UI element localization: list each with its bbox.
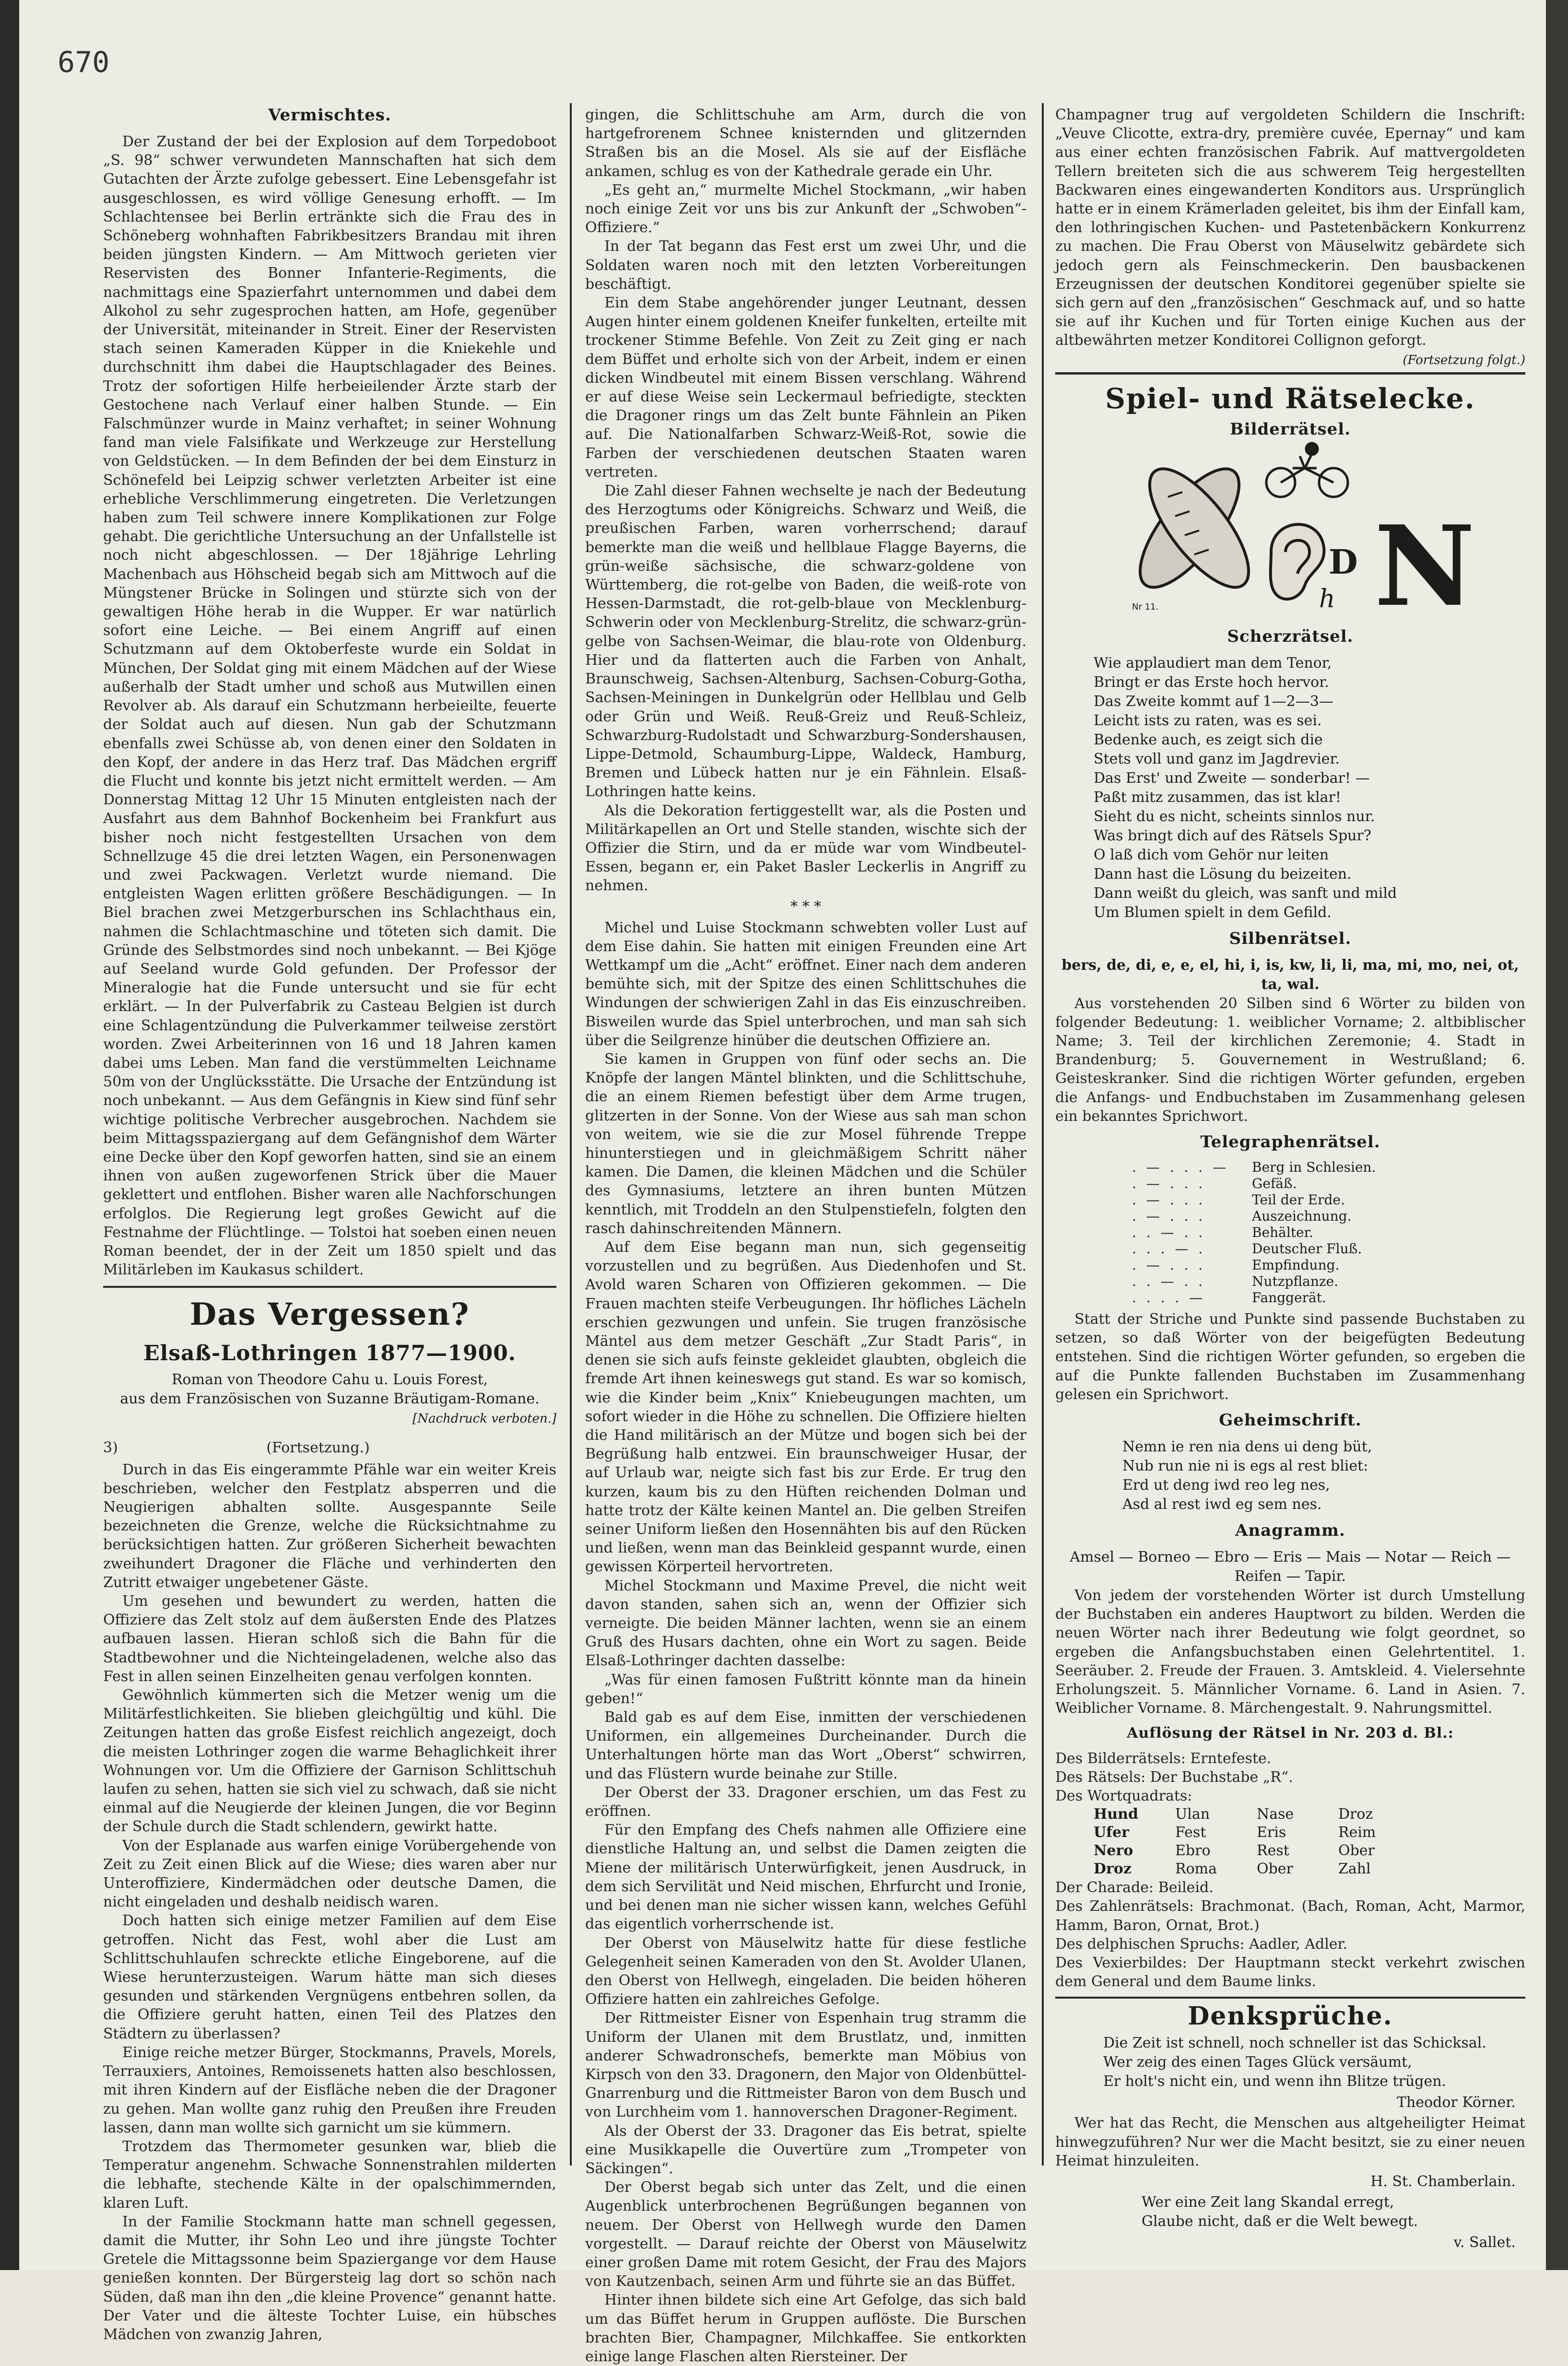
- word-square-cell: Ufer: [1094, 1824, 1129, 1841]
- column-1: [103, 106, 556, 2344]
- novel-paragraph: In der Tat begann das Fest erst um zwei Uhr, und die Soldaten waren noch mit den letzten Vorbereitungen beschäftigt.: [585, 238, 1026, 293]
- novel-paragraph: Durch in das Eis eingerammte Pfähle war ein weiter Kreis beschrieben, welcher den Festplatz absperren und die Neugierigen abhalten sollte. Ausgespannte Seile bezeichneten die Grenze, welche die Rücksichtnahme zu berücksichtigen hatten. Zur größeren Sicherheit bewachten zweihundert Dragoner die Fläche und verhinderten den Zutritt etwaiger ungebetener Gäste.: [103, 1461, 556, 1591]
- solution-line: Des Bilderrätsels: Erntefeste.: [1055, 1750, 1272, 1767]
- joke-riddle-heading: Scherzrätsel.: [1227, 626, 1354, 646]
- puzzle-letter-h: h: [1319, 584, 1335, 613]
- novel-paragraph: Die Zahl dieser Fahnen wechselte je nach der Bedeutung des Herzogtums oder Königreichs. Schwarz und Weiß, die preußischen Farben, waren vorherrschend; darauf bemerkte man die weiß und hellblaue Flagge Bayerns, die grün-weiße sächsische, die schwarz-goldene von Württemberg, die rot-gelbe von Baden, die weiß-rote von Hessen-Darmstadt, die rot-gelb-blaue von Mecklenburg-Schwerin oder von Mecklenburg-Strelitz, die schwarz-grün-gelbe von Sachsen-Weimar, die blau-rote von Oldenburg. Hier und da flatterten auch die Farben von Anhalt, Braunschweig, Sachsen-Altenburg, Sachsen-Coburg-Gotha, Sachsen-Meiningen in Dunkelgrün oder Hellblau und Gelb oder Grün und Weiß. Reuß-Greiz und Reuß-Schleiz, Schwarzburg-Rudolstadt und Schwarzburg-Sondershausen, Lippe-Detmold, Schaumburg-Lippe, Waldeck, Hamburg, Bremen und Lübeck hatten nur je ein Fähnlein. Elsaß-Lothringen hatte keins.: [585, 483, 1026, 800]
- novel-paragraph: Gewöhnlich kümmerten sich die Metzer wenig um die Militärfestlichkeiten. Sie blieben gleichgültig und kühl. Die Zeitungen hatten das große Eisfest reichlich angezeigt, doch die meisten Lothringer zogen die warme Behaglichkeit ihrer Wohnungen vor. Um die Offiziere der Garnison Schlittschuh laufen zu sehen, hatten sie sich viel zu schwach, daß sie nicht einmal auf die Neugierde der kleinen Jungen, die vor Beginn der Schule durch die Stadt schlendern, gewirkt hatte.: [103, 1687, 556, 1836]
- verse-line: Das Zweite kommt auf 1—2—3—: [1094, 693, 1333, 710]
- telegraph-hint: Gefäß.: [1252, 1176, 1297, 1192]
- verse-line: Sieht du es nicht, scheints sinnlos nur.: [1094, 808, 1375, 825]
- word-square-cell: Ebro: [1175, 1842, 1211, 1860]
- syllable-riddle-text: Aus vorstehenden 20 Silben sind 6 Wörter zu bilden von folgender Bedeutung: 1. weiblicher Vorname; 2. altbiblischer Name; 3. Teil der kirchlichen Zeremonie; 4. Stadt in Brandenburg; 5. Gouvernement in Westrußland; 6. Geisteskranker. Sind die richtigen Wörter gefunden, ergeben die Anfangs- und Endbuchstaben im Zusammenhang gelesen ein bekanntes Sprichwort.: [1055, 995, 1525, 1125]
- ear-icon: [1271, 524, 1324, 599]
- word-square-cell: Rest: [1257, 1842, 1289, 1860]
- telegraph-row: [1132, 1176, 1525, 1192]
- telegraph-row: [1132, 1192, 1525, 1208]
- telegraph-code: . — . . .: [1132, 1257, 1206, 1273]
- novel-title: Das Vergessen?: [189, 1296, 470, 1333]
- section-heading-vermischtes: Vermischtes.: [268, 106, 391, 125]
- anagram-text: Von jedem der vorstehenden Wörter ist durch Umstellung der Buchstaben ein anderes Hauptwort zu bilden. Werden die neuen Wörter nach ihrer Bedeutung wie folgt geordnet, so ergeben die Anfangsbuchstaben einen Gelehrtentitel. 1. Seeräuber. 2. Freude der Frauen. 3. Amtskleid. 4. Vielersehnte Erholungszeit. 5. Männlicher Vorname. 6. Land in Asien. 7. Weiblicher Vorname. 8. Märchengestalt. 9. Nahrungsmittel.: [1055, 1587, 1525, 1717]
- telegraph-code: . . . — .: [1132, 1241, 1206, 1257]
- telegraph-hint: Empfindung.: [1252, 1257, 1340, 1273]
- telegraph-row: [1132, 1290, 1525, 1306]
- telegraph-code: . — . . .: [1132, 1192, 1206, 1208]
- novel-paragraph: Für den Empfang des Chefs nahmen alle Offiziere eine dienstliche Haltung an, und selbst die Damen zeigten die Miene der militärisch Unterwürfigkeit, jenen Ausdruck, in dem sich Servilität und Neid mischen, Ehrfurcht und Ironie, und bei denen man nie sicher wissen kann, welches Gefühl das eigentlich vorherrschende ist.: [585, 1822, 1026, 1933]
- verse-line: O laß dich vom Gehör nur leiten: [1094, 846, 1329, 863]
- column-2: [585, 106, 1026, 2366]
- translator-byline: aus dem Französischen von Suzanne Bräutigam-Romane.: [120, 1390, 540, 1408]
- word-square-cell: Hund: [1094, 1806, 1138, 1823]
- word-square-cell: Droz: [1338, 1806, 1373, 1823]
- telegraph-hint: Berg in Schlesien.: [1252, 1159, 1376, 1176]
- telegraph-hint: Teil der Erde.: [1252, 1192, 1345, 1208]
- syllable-riddle-heading: Silbenrätsel.: [1229, 929, 1352, 948]
- novel-paragraph: Bald gab es auf dem Eise, inmitten der verschiedenen Uniformen, ein allgemeines Durcheinander. Durch die Unterhaltungen hörte man das Wort „Oberst“ schwirren, und das Flüstern wurde beinahe zur Stille.: [585, 1709, 1026, 1782]
- telegraph-code: . — . . .: [1132, 1176, 1206, 1192]
- aphorism-author: Theodor Körner.: [1397, 2094, 1516, 2111]
- telegraph-code: . — . . .: [1132, 1208, 1206, 1224]
- telegraph-riddle-list: [1055, 1159, 1525, 1306]
- verse-line: Bedenke auch, es zeigt sich die: [1094, 731, 1323, 748]
- novel-paragraph: „Was für einen famosen Fußtritt könnte man da hinein geben!“: [585, 1671, 1026, 1707]
- aphorism-author: H. St. Chamberlain.: [1370, 2173, 1516, 2190]
- continuation-label: (Fortsetzung.): [266, 1439, 370, 1457]
- novel-paragraph: In der Familie Stockmann hatte man schnell gegessen, damit die Mutter, ihr Sohn Leo und ihre jüngste Tochter Gretele die Mittagssonne beim Spaziergange vor dem Hause genießen konnten. Der Bürgersteig lag dort so schön nach Süden, daß man ihn den „die kleine Provence“ genannt hatte. Der Vater und die älteste Tochter Luise, ein hübsches Mädchen von zwanzig Jahren,: [103, 2213, 556, 2343]
- word-square-cell: Ober: [1338, 1842, 1375, 1860]
- novel-paragraph: Der Oberst der 33. Dragoner erschien, um das Fest zu eröffnen.: [585, 1784, 1026, 1820]
- novel-paragraph: Michel Stockmann und Maxime Prevel, die nicht weit davon standen, sahen sich an, wenn der Offizier sich verneigte. Die beiden Männer lachten, wenn sie an einem Gruß des Husars dachten, ohne ein Wort zu sagen. Beide Elsaß-Lothringer dachten dasselbe:: [585, 1577, 1026, 1670]
- novel-paragraph: Champagner trug auf vergoldeten Schildern die Inschrift: „Veuve Clicotte, extra-dry, première cuvée, Epernay“ und kam aus einer echten französischen Fabrik. Auf mattvergoldeten Tellern breiteten sich die aus schwerem Teig hergestellten Backwaren eines eingewanderten Konditors aus. Ursprünglich hatte er in einem Krämerladen geleitet, bis ihm der Einfall kam, den lothringischen Kuchen- und Pastetenbäckern Konkurrenz zu machen. Die Frau Oberst von Mäuselwitz gebärdete sich jedoch gern als Feinschmeckerin. Den bausbackenen Erzeugnissen der deutschen Konditorei gegenüber spielte sie sich gern auf den „französischen“ Geschmack auf, und so hatte sie auf ihr Kuchen und für Torten einige Kuchen aus der altbewährten metzer Konditorei Collignon geforgt.: [1055, 106, 1525, 349]
- scan-edge-right: [1546, 0, 1568, 2270]
- novel-paragraph: Ein dem Stabe angehörender junger Leutnant, dessen Augen hinter einem goldenen Kneifer funkelten, erteilte mit trockener Stimme Befehle. Von Zeit zu Zeit ging er nach dem Büffet und erholte sich von der Arbeit, indem er einen dicken Windbeutel mit einem Bissen verschlang. Während er auf diese Weise sein Leckermaul befriedigte, steckten die Dragoner rings um das Zelt bunte Fähnlein an Piken auf. Die Nationalfarben Schwarz-Weiß-Rot, sowie die Farben der verschiedenen deutschen Staaten waren vertreten.: [585, 294, 1026, 481]
- picture-puzzle-drawing: [1127, 447, 1475, 631]
- verse-line: Glaube nicht, daß er die Welt bewegt.: [1142, 2213, 1418, 2230]
- puzzle-letter-n: N: [1374, 501, 1475, 631]
- novel-paragraph: Sie kamen in Gruppen von fünf oder sechs an. Die Knöpfe der langen Mäntel blinkten, und die Schlittschuhe, die an einem Riemen befestigt über dem Arme trugen, glitzerten in der Sonne. Von der Wiese aus sah man schon von weitem, wie sie die zur Mosel führende Treppe hinunterstiegen und in gleichmäßigem Schritt näher kamen. Die Damen, die kleinen Mädchen und die Schüler des Gymnasiums, letztere an ihren bunten Mützen kenntlich, mit Troddeln an den Stulpenstiefeln, folgten den rasch dahinschreitenden Männern.: [585, 1050, 1026, 1237]
- novel-paragraph: „Es geht an,“ murmelte Michel Stockmann, „wir haben noch einige Zeit vor uns bis zur Ankunft der „Schwoben“-Offiziere.“: [585, 181, 1026, 236]
- anagram-words: Amsel — Borneo — Ebro — Eris — Mais — Notar — Reich — Reifen — Tapir.: [1070, 1549, 1511, 1585]
- telegraph-code: . . — . .: [1132, 1224, 1206, 1241]
- telegraph-riddle-text: Statt der Striche und Punkte sind passende Buchstaben zu setzen, so daß Wörter von der beigefügten Bedeutung entstehen. Sind die richtigen Wörter gefunden, so ergeben die auf die Punkte fallenden Buchstaben im Zusammenhang gelesen ein Sprichwort.: [1055, 1311, 1525, 1403]
- telegraph-code: . — . . . —: [1132, 1159, 1229, 1176]
- novel-paragraph: Auf dem Eise begann man nun, sich gegenseitig vorzustellen und zu begrüßen. Aus Diedenhofen und St. Avold waren Scharen von Offizieren gekommen. — Die Frauen machten steife Verbeugungen. Ihr höfliches Lächeln erschien gezwungen und unfein. Sie trugen französische Mäntel aus dem metzer Geschäft „Zur Stadt Paris“, in denen sie sich aufs feinste gekleidet glaubten, obgleich die fremde Art ihnen keineswegs gut stand. Es war so komisch, wie die Kinder beim „Knix“ Kniebeugungen machten, um sofort wieder in die Höhe zu schnellen. Die Offiziere hielten die Hand militärisch an der Mütze und bogen sich bei der Begrüßung halb entzwei. Ein braunschweiger Husar, der auf Urlaub war, neigte sich fast bis zur Erde. Er trug den kurzen, kaum bis zu den Hüften reichenden Dolman und hatte trotz der Kälte keinen Mantel an. Die gelben Streifen seiner Uniform ließen den Hosennähten bis auf den Rücken und ließen, wenn man das Beinkleid gespannt wurde, einen gewissen Körperteil hervortreten.: [585, 1238, 1026, 1576]
- verse-line: Asd al rest iwd eg sem nes.: [1122, 1496, 1322, 1513]
- aphorisms-heading: Denksprüche.: [1188, 2001, 1393, 2031]
- verse-line: Erd ut deng iwd reo leg nes,: [1122, 1477, 1330, 1494]
- column-3: [1055, 106, 1525, 2254]
- word-square-cell: Eris: [1257, 1824, 1286, 1841]
- novel-paragraph: Als die Dekoration fertiggestellt war, als die Posten und Militärkapellen an Ort und Stelle standen, wischte sich der Offizier die Stirn, und da er müde war vom Windbeutel-Essen, begann er, ein Paket Basler Leckerlis in Angriff zu nehmen.: [585, 802, 1026, 895]
- solutions-list: [1055, 1749, 1525, 1991]
- verse-line: Paßt mitz zusammen, das ist klar!: [1094, 789, 1341, 806]
- secret-writing-heading: Geheimschrift.: [1219, 1411, 1362, 1430]
- anagram-heading: Anagramm.: [1235, 1521, 1345, 1541]
- aphorism-1: [1055, 2034, 1525, 2111]
- verse-line: Wer eine Zeit lang Skandal erregt,: [1142, 2193, 1394, 2211]
- word-square-cell: Fest: [1175, 1824, 1206, 1841]
- word-square-cell: Nase: [1257, 1806, 1294, 1823]
- verse-line: Dann weißt du gleich, was sanft und mild: [1094, 884, 1397, 902]
- novel-paragraph: Der Oberst von Mäuselwitz hatte für diese festliche Gelegenheit seinen Kameraden von den St. Avolder Ulanen, den Oberst von Hellwegh, eingeladen. Die beiden höheren Offiziere hatten ein zahlreiches Gefolge.: [585, 1934, 1026, 2008]
- joke-riddle-verse: [1055, 654, 1525, 922]
- verse-line: Nemn ie ren nia dens ui deng büt,: [1122, 1438, 1372, 1456]
- picture-puzzle-image: [1127, 447, 1475, 631]
- word-square-cell: Droz: [1094, 1860, 1132, 1878]
- verse-line: Wie applaudiert man dem Tenor,: [1094, 654, 1332, 671]
- novel-paragraph: Als der Oberst der 33. Dragoner das Eis betrat, spielte eine Musikkapelle die Ouvertüre zum „Trompeter von Säckingen“.: [585, 2122, 1026, 2177]
- telegraph-hint: Fanggerät.: [1252, 1290, 1326, 1306]
- crossed-loaves-icon: [1123, 454, 1265, 602]
- to-be-continued: (Fortsetzung folgt.): [1403, 353, 1525, 367]
- novel-paragraph: Der Rittmeister Eisner von Espenhain trug stramm die Uniform der Ulanen mit dem Brustlatz, und, inmitten anderer Schwadronschefs, bemerkte man Möbius von Kirpsch von den 33. Dragonern, den Major von Oldenbüttel-Gnarrenburg und die Rittmeister Baron von dem Busch und von Lurchheim vom 1. hannoverschen Dragoner-Regiment.: [585, 2010, 1026, 2121]
- telegraph-code: . . — . .: [1132, 1273, 1206, 1290]
- telegraph-row: [1132, 1273, 1525, 1290]
- telegraph-row: [1132, 1257, 1525, 1273]
- telegraph-row: [1132, 1208, 1525, 1224]
- solution-line: Des delphischen Spruchs: Aadler, Adler.: [1055, 1935, 1348, 1953]
- novel-byline: Roman von Theodore Cahu u. Louis Forest,: [171, 1371, 488, 1389]
- novel-paragraph: Doch hatten sich einige metzer Familien auf dem Eise getroffen. Nicht das Fest, wohl aber die Lust am Schlittschuhlaufen schreckte etliche Eingeborene, auf die Wiese herunterzusteigen. Warum hätte man sich dieses gesunden und stärkenden Vergnügens entbehren sollen, da die Offiziere geruht hatten, einen Teil des Platzes den Städtern zu überlassen?: [103, 1912, 556, 2042]
- telegraph-row: [1132, 1224, 1525, 1241]
- telegraph-hint: Auszeichnung.: [1252, 1208, 1352, 1224]
- word-square: [1094, 1805, 1525, 1878]
- puzzle-corner-title: Spiel- und Rätselecke.: [1105, 382, 1475, 415]
- scan-edge-left: [0, 0, 19, 2270]
- novel-paragraph: Von der Esplanade aus warfen einige Vorübergehende von Zeit zu Zeit einen Blick auf die Wiese; dies waren aber nur Unteroffiziere, Kindermädchen oder deutsche Damen, die nicht eingeladen und deshalb neidisch waren.: [103, 1837, 556, 1911]
- telegraph-row: [1132, 1241, 1525, 1257]
- solutions-heading: Auflösung der Rätsel in Nr. 203 d. Bl.:: [1127, 1724, 1454, 1742]
- telegraph-hint: Behälter.: [1252, 1224, 1313, 1241]
- novel-paragraph: Der Oberst begab sich unter das Zelt, und die einen Augenblick unterbrochenen Begrüßungen begannen von neuem. Der Oberst von Hellwegh wurde den Damen vorgestellt. — Darauf reichte der Oberst von Mäuselwitz einer großen Dame mit rotem Gesicht, der Frau des Majors von Kautzenbach, seinen Arm und führte sie an das Büffet.: [585, 2179, 1026, 2290]
- word-square-cell: Roma: [1175, 1860, 1217, 1878]
- verse-line: Nub run nie ni is egs al rest bliet:: [1122, 1458, 1368, 1475]
- word-square-cell: Ober: [1257, 1860, 1293, 1878]
- column-rule-1: [570, 103, 572, 2166]
- verse-line: Das Erst' und Zweite — sonderbar! —: [1094, 769, 1370, 787]
- article-text: Der Zustand der bei der Explosion auf dem Torpedoboot „S. 98“ schwer verwundeten Mannschaften hat sich dem Gutachten der Ärzte zufolge gebessert. Eine Lebensgefahr ist ausgeschlossen, es wird völlige Genesung erhofft. — Im Schlachtensee bei Berlin ertränkte sich die Frau des in Schöneberg wohnhaften Fabrikbesitzers Brandau mit ihren beiden jüngsten Kindern. — Am Mittwoch gerieten vier Reservisten des Bonner Infanterie-Regiments, die nachmittags eine Spazierfahrt unternommen und dabei dem Alkohol zu sehr zugesprochen hatten, am Hofe, gegenüber der Universität, miteinander in Streit. Einer der Reservisten stach seinen Kameraden Küpper in die Kniekehle und durchschnitt ihm dabei die Hauptschlagader des Beines. Trotz der sofortigen Hilfe herbeieilender Ärzte starb der Gestochene nach Verlauf einer halben Stunde. — Ein Falschmünzer wurde in Mainz verhaftet; in seiner Wohnung fand man viele Falsifikate und Werkzeuge zur Herstellung von Geldstücken. — In dem Befinden der bei dem Einsturz in Schönefeld bei Leipzig schwer verletzten Arbeiter ist eine erhebliche Verschlimmerung eingetreten. Die Verletzungen haben zum Teil schwere innere Komplikationen zur Folge gehabt. Die gerichtliche Untersuchung an der Unfallstelle ist noch nicht abgeschlossen. — Der 18jährige Lehrling Machenbach aus Höhscheid begab sich am Mittwoch auf die Müngstener Brücke in Solingen und stürzte sich von der gewaltigen Höhe herab in die Wupper. Er war natürlich sofort eine Leiche. — Bei einem Angriff auf einen Schutzmann auf dem Oktoberfeste wurde ein Soldat in München, Der Soldat ging mit einem Mädchen auf der Wiese außerhalb der Stadt umher und schoß aus Mutwillen einen Revolver ab. Als darauf ein Schutzmann herbeieilte, feuerte der Soldat auch auf diesen. Nun gab der Schutzmann ebenfalls zwei Schüsse ab, von denen einer den Soldaten in den Kopf, der andere in das Herz traf. Das Mädchen ergriff die Flucht und konnte bis jetzt nicht ermittelt werden. — Am Donnerstag Mittag 12 Uhr 15 Minuten entgleisten nach der Ausfahrt aus dem Bahnhof Bockenheim bei Frankfurt aus bisher noch nicht festgestellten Ursachen von dem Schnellzuge 45 die drei letzten Wagen, ein Personenwagen und zwei Packwagen. Verletzt wurde niemand. Die entgleisten Wagen erlitten größere Beschädigungen. — In Biel brachen zwei Metzgerburschen ins Schlachthaus ein, nahmen die Schlachtmaschine und töteten sich damit. Die Gründe des Selbstmordes sind noch unbekannt. — Bei Kjöge auf Seeland wurde Gold gefunden. Der Professor der Mineralogie hat die Funde untersucht und sie für echt erklärt. — In der Pulverfabrik zu Casteau Belgien ist durch eine Schlagentzündung die Pulverkammer teilweise zerstört worden. Zwei Arbeiterinnen von 16 und 18 Jahren kamen dabei ums Leben. Man fand die verstümmelten Leichname 50m von der Unglücksstätte. Die Ursache der Entzündung ist noch unbekannt. — Aus dem Gefängnis in Kiew sind fünf sehr wichtige politische Verbrecher ausgebrochen. Nachdem sie beim Mittagsspaziergang auf dem Gefängnishof dem Wärter eine Decke über den Kopf geworfen hatten, sind sie an einem ihnen von außen zugeworfenen Strick über die Mauer geklettert und entflohen. Bisher waren alle Nachforschungen erfolglos. Die Regierung legt großes Gewicht auf die Festnahme der Flüchtlinge. — Tolstoi hat soeben einen neuen Roman beendet, der in der Zeit um 1850 spielt und das Militärleben im Kaukasus schildert.: [103, 133, 556, 1279]
- installment-line: [103, 1438, 556, 1457]
- word-square-cell: Ulan: [1175, 1806, 1210, 1823]
- solution-line: Des Rätsels: Der Buchstabe „R“.: [1055, 1768, 1293, 1786]
- solution-line: Des Vexierbildes: Der Hauptmann steckt verkehrt zwischen dem General und dem Baume links.: [1055, 1954, 1525, 1990]
- novel-subtitle: Elsaß-Lothringen 1877—1900.: [143, 1341, 517, 1366]
- section-divider: [103, 1286, 556, 1288]
- novel-paragraph: Michel und Luise Stockmann schwebten voller Lust auf dem Eise dahin. Sie hatten mit einigen Freunden eine Art Wettkampf um die „Acht“ eröffnet. Einer nach dem anderen bemühte sich, mit der Spitze des einen Schlittschuhes die Windungen der schwierigen Zahl in das Eis einzuschreiben. Bisweilen wurde das Spiel unterbrochen, und man sah sich über die Seilgrenze hinüber die deutschen Offiziere an.: [585, 919, 1026, 1049]
- syllable-list: bers, de, di, e, e, el, hi, i, is, kw, li, li, ma, mi, mo, nei, ot, ta, wal.: [1061, 956, 1519, 993]
- novel-paragraph: Einige reiche metzer Bürger, Stockmanns, Pravels, Morels, Terrauxiers, Antoines, Remoissenets hatten also beschlossen, mit ihren Kindern auf der Eisfläche neben die der Dragoner zu gehen. Man wollte ganz ruhig den Preußen ihre Freuden lassen, dann man wollte sich garnicht um sie kümmern.: [103, 2044, 556, 2136]
- scene-separator: * * *: [790, 898, 822, 915]
- cyclist-icon: [1266, 443, 1348, 497]
- novel-paragraph: Trotzdem das Thermometer gesunken war, blieb die Temperatur angenehm. Schwache Sonnenstrahlen milderten die lebhafte, stechende Kälte in der opalschimmernden, klaren Luft.: [103, 2138, 556, 2212]
- telegraph-row: [1132, 1159, 1525, 1176]
- page-number: 670: [58, 46, 110, 79]
- verse-line: Um Blumen spielt in dem Gefild.: [1094, 904, 1332, 921]
- reprint-notice: [Nachdruck verboten.]: [413, 1412, 556, 1426]
- verse-line: Was bringt dich auf des Rätsels Spur?: [1094, 827, 1371, 844]
- word-square-cell: Reim: [1338, 1824, 1376, 1841]
- section-divider: [1055, 1997, 1525, 1999]
- verse-line: Wer zeig des einen Tages Glück versäumt,: [1103, 2054, 1412, 2071]
- novel-paragraph: Hinter ihnen bildete sich eine Art Gefolge, das sich bald um das Büffet herum in Gruppen auflöste. Die Burschen brachten Bier, Champagner, Milchkaffee. Sie entkorkten einige lange Flaschen alten Riersteiner. Der: [585, 2292, 1026, 2365]
- verse-line: Dann hast die Lösung du beizeiten.: [1094, 865, 1352, 883]
- verse-line: Er holt's nicht ein, und wenn ihn Blitze trügen.: [1103, 2073, 1447, 2090]
- verse-line: Stets voll und ganz im Jagdrevier.: [1094, 750, 1340, 767]
- aphorism-author: v. Sallet.: [1453, 2234, 1516, 2251]
- verse-line: Leicht ists zu raten, was es sei.: [1094, 712, 1322, 729]
- aphorism-2: Wer hat das Recht, die Menschen aus altgeheiligter Heimat hinwegzuführen? Nur wer die Macht besitzt, sie zu einer neuen Heimat hinzuleiten.: [1055, 2115, 1525, 2169]
- novel-paragraph: gingen, die Schlittschuhe am Arm, durch die von hartgefrorenem Schnee knisternden und glitzernden Straßen bis an die Mosel. Als sie auf der Eisfläche ankamen, schlug es von der Kathedrale gerade ein Uhr.: [585, 106, 1026, 180]
- verse-line: Bringt er das Erste hoch hervor.: [1094, 673, 1329, 691]
- solution-line: Des Zahlenrätsels: Brachmonat. (Bach, Roman, Acht, Marmor, Hamm, Baron, Ornat, Brot.): [1055, 1898, 1525, 1934]
- word-square-cell: Nero: [1094, 1842, 1133, 1860]
- puzzle-letter-d: D: [1329, 541, 1358, 582]
- aphorism-3: [1055, 2193, 1525, 2251]
- telegraph-riddle-heading: Telegraphenrätsel.: [1200, 1132, 1380, 1152]
- solution-line: Der Charade: Beileid.: [1055, 1879, 1214, 1896]
- telegraph-hint: Nutzpflanze.: [1252, 1273, 1339, 1290]
- verse-line: Die Zeit ist schnell, noch schneller ist das Schicksal.: [1103, 2035, 1486, 2052]
- solution-line: Des Wortquadrats:: [1055, 1787, 1192, 1804]
- column-rule-2: [1042, 103, 1044, 2166]
- word-square-cell: Zahl: [1338, 1860, 1371, 1878]
- picture-puzzle-heading: Bilderrätsel.: [1229, 419, 1351, 439]
- installment-number: 3): [103, 1439, 118, 1457]
- novel-paragraph: Um gesehen und bewundert zu werden, hatten die Offiziere das Zelt stolz auf dem äußersten Ende des Platzes aufbauen lassen. Hieran schloß sich die Bahn für die Stadtbewohner und die Nichteingeladenen, welche also das Fest in allen seinen Einzelheiten genau verfolgen konnten.: [103, 1593, 556, 1685]
- telegraph-hint: Deutscher Fluß.: [1252, 1241, 1362, 1257]
- section-divider: [1055, 372, 1525, 375]
- puzzle-caption-small: Nr 11.: [1132, 601, 1159, 612]
- telegraph-code: . . . . —: [1132, 1290, 1206, 1306]
- secret-writing-verse: [1055, 1437, 1525, 1514]
